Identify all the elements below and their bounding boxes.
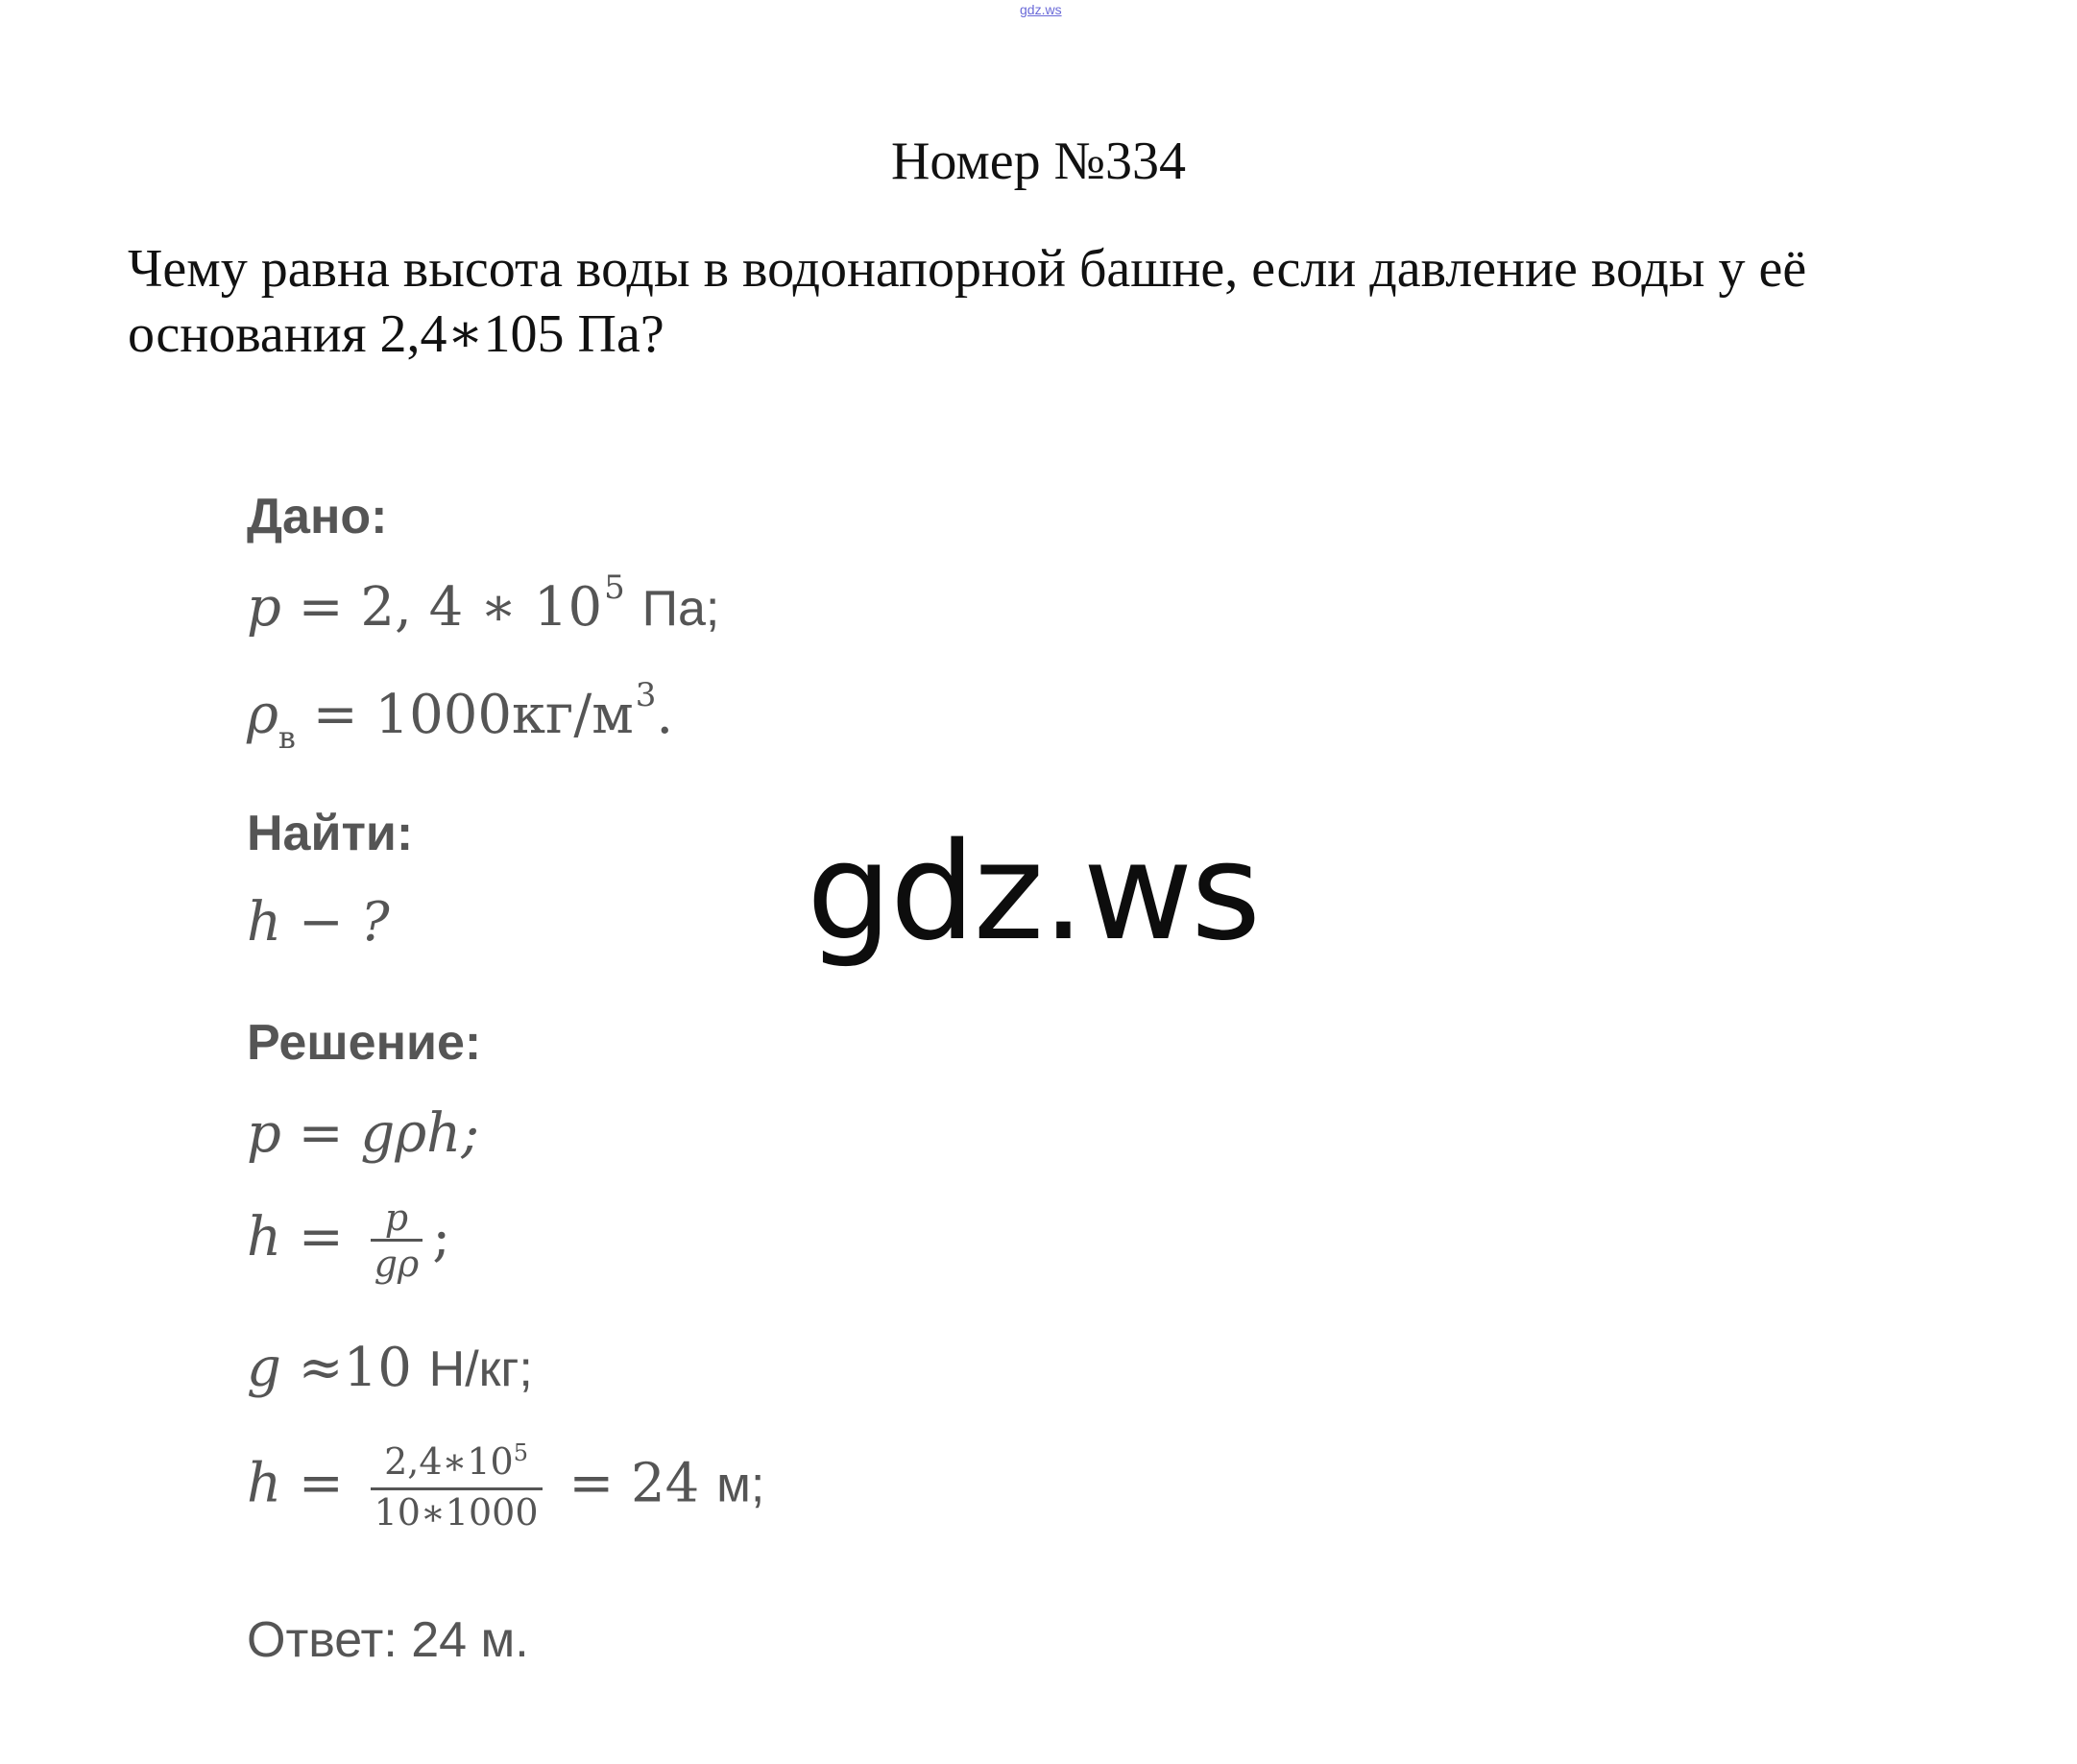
given-pressure: p = 2, 4 ∗ $10^5$ Па; <box>247 568 720 639</box>
header-link[interactable]: gdz.ws <box>1020 2 1062 17</box>
given-pressure-exponent: 5 <box>604 568 625 607</box>
gravity-unit: Н/кг; <box>428 1341 533 1397</box>
given-density-subscript: в <box>278 719 296 756</box>
height-fraction-numerator: p <box>384 1196 409 1239</box>
page-title: Номер №334 <box>890 132 1187 191</box>
height-fraction-denominator: gρ <box>374 1243 420 1285</box>
calc-denominator: 10∗1000 <box>374 1491 539 1534</box>
given-label: Дано: <box>247 489 388 544</box>
height-fraction <box>371 1196 423 1286</box>
gravity-value: g ≈10 Н/кг; <box>247 1337 533 1399</box>
solution-label: Решение: <box>247 1015 482 1071</box>
given-density: $\rho_в = 1000кг/м^3$. <box>247 676 674 756</box>
height-calculation: h = $\frac{2,4∗10^5}{10∗1000}$ = 24 м; <box>247 1439 765 1534</box>
formula-height: h = $\frac{p}{g\rho}$ ; <box>247 1196 451 1285</box>
given-density-value: 1000кг/м <box>374 684 634 746</box>
gravity-number: ≈10 <box>298 1337 412 1399</box>
calc-numerator-exponent: 5 <box>513 1439 528 1466</box>
formula-pressure: p = gρh; <box>247 1102 480 1165</box>
answer-line: Ответ: 24 м. <box>247 1612 529 1668</box>
calc-unit: м; <box>716 1457 765 1513</box>
calc-result: = 24 <box>568 1452 700 1515</box>
given-density-exponent: 3 <box>635 676 657 714</box>
find-label: Найти: <box>247 806 414 861</box>
given-pressure-value: 2, 4 ∗ 10 <box>360 576 603 639</box>
calc-numerator: 2,4∗10 <box>384 1440 514 1483</box>
given-pressure-unit: Па; <box>641 581 720 637</box>
calc-fraction <box>371 1440 543 1534</box>
find-unknown: h − ? <box>247 891 390 954</box>
problem-statement: Чему равна высота воды в водонапорной башне, если давление воды у её основания 2,4∗105 Па? <box>128 239 1807 364</box>
watermark: gdz.ws <box>807 814 1260 971</box>
